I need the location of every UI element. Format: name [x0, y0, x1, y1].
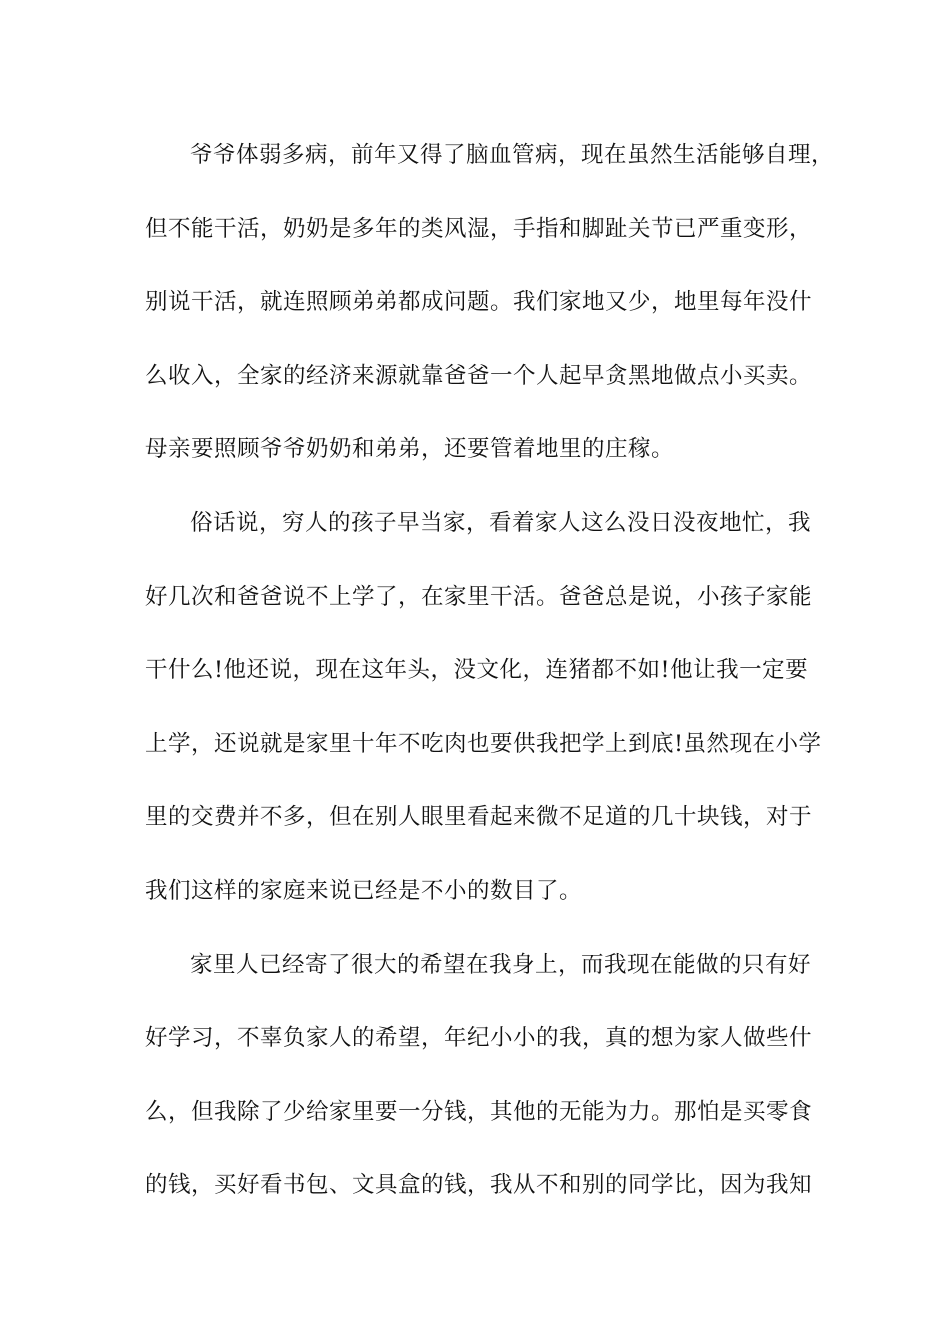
text-line: 母亲要照顾爷爷奶奶和弟弟，还要管着地里的庄稼。 — [145, 436, 675, 463]
document-body — [145, 125, 835, 1229]
text-line: 么，但我除了少给家里要一分钱，其他的无能为力。那怕是买零食 — [145, 1098, 813, 1125]
text-line: 里的交费并不多，但在别人眼里看起来微不足道的几十块钱，对于 — [145, 804, 813, 831]
text-line: 好学习，不辜负家人的希望，年纪小小的我，真的想为家人做些什 — [145, 1025, 813, 1052]
text-line: 么收入，全家的经济来源就靠爸爸一个人起早贪黑地做点小买卖。 — [145, 362, 813, 389]
text-line: 干什么!他还说，现在这年头，没文化，连猪都不如!他让我一定要 — [145, 657, 809, 684]
text-line: 爷爷体弱多病，前年又得了脑血管病，现在虽然生活能够自理， — [190, 142, 835, 168]
text-line: 上学，还说就是家里十年不吃肉也要供我把学上到底!虽然现在小学 — [145, 730, 822, 757]
text-line: 好几次和爸爸说不上学了，在家里干活。爸爸总是说，小孩子家能 — [145, 583, 813, 610]
text-line: 的钱，买好看书包、文具盒的钱，我从不和别的同学比，因为我知 — [145, 1172, 813, 1199]
text-line: 家里人已经寄了很大的希望在我身上，而我现在能做的只有好 — [190, 951, 812, 978]
text-line: 但不能干活，奶奶是多年的类风湿，手指和脚趾关节已严重变形， — [145, 215, 813, 242]
text-line: 我们这样的家庭来说已经是不小的数目了。 — [145, 877, 583, 904]
text-line: 俗话说，穷人的孩子早当家，看着家人这么没日没夜地忙，我 — [190, 509, 812, 536]
text-line: 别说干活，就连照顾弟弟都成问题。我们家地又少，地里每年没什 — [145, 289, 813, 316]
